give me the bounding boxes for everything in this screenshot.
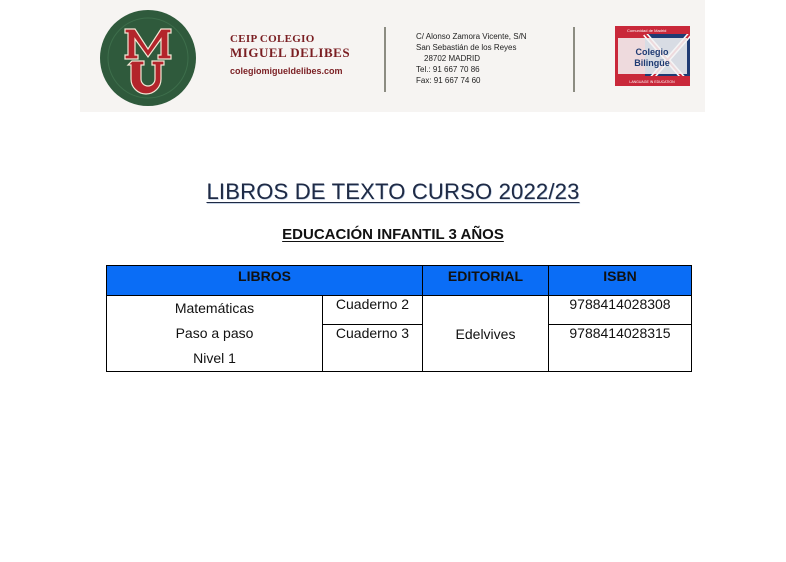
address-line: San Sebastián de los Reyes (416, 43, 517, 52)
school-website: colegiomigueldelibes.com (230, 66, 343, 76)
school-name-line2: MIGUEL DELIBES (230, 45, 351, 60)
table-header-row (107, 266, 692, 296)
badge-line2: Bilingüe (634, 58, 670, 68)
address-line: Fax: 91 667 74 60 (416, 76, 481, 85)
textbooks-table (106, 265, 692, 372)
header-editorial: EDITORIAL (423, 266, 549, 296)
badge-line1: Colegio (635, 47, 669, 57)
badge-bottom-text: LANGUAGE IN EDUCATION (629, 80, 675, 84)
header-libros: LIBROS (107, 266, 423, 296)
school-name-line1: CEIP COLEGIO (230, 33, 315, 45)
school-address (416, 31, 527, 86)
subject-line: Nivel 1 (193, 350, 236, 366)
header-isbn: ISBN (549, 266, 692, 296)
subject-line: Paso a paso (175, 325, 254, 341)
logo-initials: MU (147, 104, 149, 105)
subject-line: Matemáticas (174, 300, 255, 316)
course-subtitle (0, 226, 786, 243)
school-name-block (230, 33, 350, 76)
editorial-cell: Edelvives (423, 296, 549, 372)
cuaderno-cell: Cuaderno 3 (323, 325, 423, 372)
header-divider-left (384, 27, 386, 92)
letterhead (80, 0, 705, 112)
address-line: Tel.: 91 667 70 86 (416, 65, 480, 74)
header-divider-right (573, 27, 575, 92)
isbn-cell: 9788414028308 (549, 296, 692, 325)
course-subtitle-text: EDUCACIÓN INFANTIL 3 AÑOS (282, 226, 504, 243)
address-line: C/ Alonso Zamora Vicente, S/N (416, 32, 527, 41)
page-title (0, 179, 786, 205)
school-logo (99, 9, 197, 107)
page-title-text: LIBROS DE TEXTO CURSO 2022/23 (206, 179, 580, 204)
table-row (107, 296, 692, 325)
subject-cell (107, 296, 323, 372)
bilingual-school-badge (615, 26, 690, 86)
cuaderno-cell: Cuaderno 2 (323, 296, 423, 325)
badge-top-text: Comunidad de Madrid (627, 28, 667, 33)
address-line: 28702 MADRID (424, 54, 481, 63)
isbn-cell: 9788414028315 (549, 325, 692, 372)
